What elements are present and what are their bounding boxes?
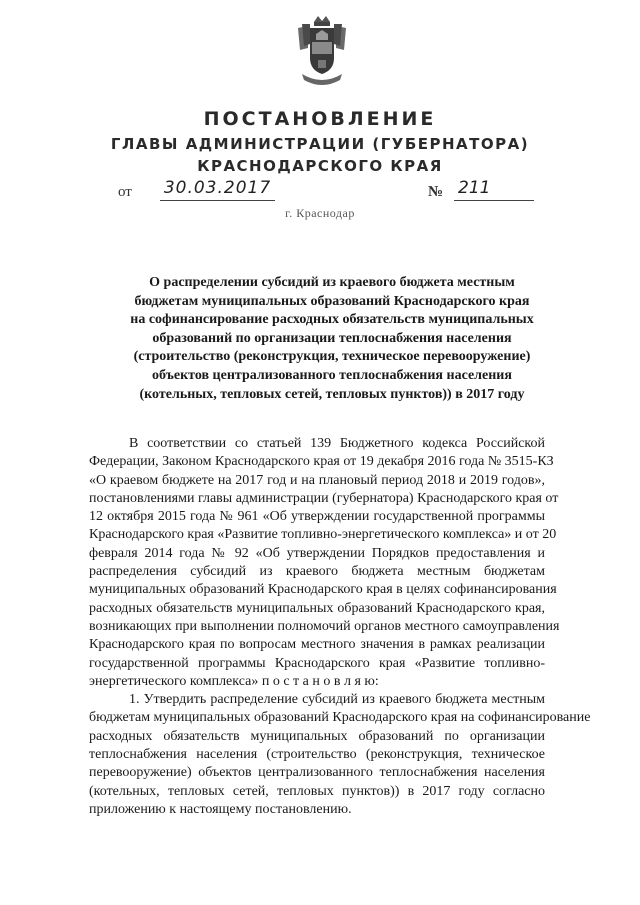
body-line: Краснодарского края «Развитие топливно-энергетического комплекса» и от 20 xyxy=(89,527,557,543)
title-line: на софинансирование расходных обязательств муниципальных xyxy=(130,312,534,328)
title-line: образований по организации теплоснабжения населения xyxy=(152,330,512,346)
body-line: Краснодарского края по вопросам местного значения в рамках реализации xyxy=(89,637,545,653)
body-line: постановлениями главы администрации (губернатора) Краснодарского края от xyxy=(89,490,559,506)
body-line: Федерации, Законом Краснодарского края от 19 декабря 2016 года № 3515-КЗ xyxy=(89,454,554,470)
title-line: объектов централизованного теплоснабжения населения xyxy=(152,367,512,383)
title-line: (котельных, тепловых сетей, тепловых пунктов)) в 2017 году xyxy=(139,386,525,402)
title-line: О распределении субсидий из краевого бюджета местным xyxy=(149,275,515,290)
body-line: (котельных, тепловых сетей, тепловых пунктов)) в 2017 году согласно xyxy=(89,783,545,799)
body-line: перевооружение) объектов централизованного теплоснабжения населения xyxy=(89,765,545,781)
title-line: бюджетам муниципальных образований Краснодарского края xyxy=(134,293,530,309)
body-line: расходных обязательств муниципальных образований Краснодарского края, xyxy=(89,600,545,616)
body-line: расходных обязательств муниципальных образований по организации xyxy=(89,728,545,744)
issuer-line-1: ГЛАВЫ АДМИНИСТРАЦИИ (ГУБЕРНАТОРА) xyxy=(110,135,530,153)
body-line: 1. Утвердить распределение субсидий из краевого бюджета местным xyxy=(129,692,545,708)
body-line: распределения субсидий из краевого бюджета местным бюджетам xyxy=(89,564,545,580)
issuer-line-2: КРАСНОДАРСКОГО КРАЯ xyxy=(197,157,443,175)
body-line: муниципальных образований Краснодарского края в целях софинансирования xyxy=(89,582,557,598)
body-line: «О краевом бюджете на 2017 год и на плановый период 2018 и 2019 годов», xyxy=(89,472,545,488)
body-line: февраля 2014 года № 92 «Об утверждении Порядков предоставления и xyxy=(89,545,545,561)
document-number: 211 xyxy=(454,178,534,201)
document-subject-title xyxy=(108,274,556,404)
body-line: 12 октября 2015 года № 961 «Об утверждении государственной программы xyxy=(89,509,545,525)
city-name: г. Краснодар xyxy=(285,206,355,220)
body-line: государственной программы Краснодарского края «Развитие топливно- xyxy=(89,655,545,671)
document-type-title: ПОСТАНОВЛЕНИЕ xyxy=(203,108,437,130)
body-line: бюджетам муниципальных образований Краснодарского края на софинансирование xyxy=(89,710,591,726)
body-line: приложению к настоящему постановлению. xyxy=(89,801,352,817)
body-line: теплоснабжения населения (строительство (реконструкция, техническое xyxy=(89,747,545,763)
date-prefix: от xyxy=(118,184,132,200)
title-line: (строительство (реконструкция, техническое перевооружение) xyxy=(133,349,531,365)
document-date: 30.03.2017 xyxy=(160,178,275,201)
number-prefix: № xyxy=(428,184,444,200)
body-line: энергетического комплекса» п о с т а н о в л я ю: xyxy=(89,673,379,689)
document-body xyxy=(89,435,591,819)
body-line: возникающих при выполнении полномочий органов местного самоуправления xyxy=(89,618,560,634)
body-line: В соответствии со статьей 139 Бюджетного кодекса Российской xyxy=(129,436,545,451)
krasnodar-coat-of-arms-icon xyxy=(294,14,350,92)
